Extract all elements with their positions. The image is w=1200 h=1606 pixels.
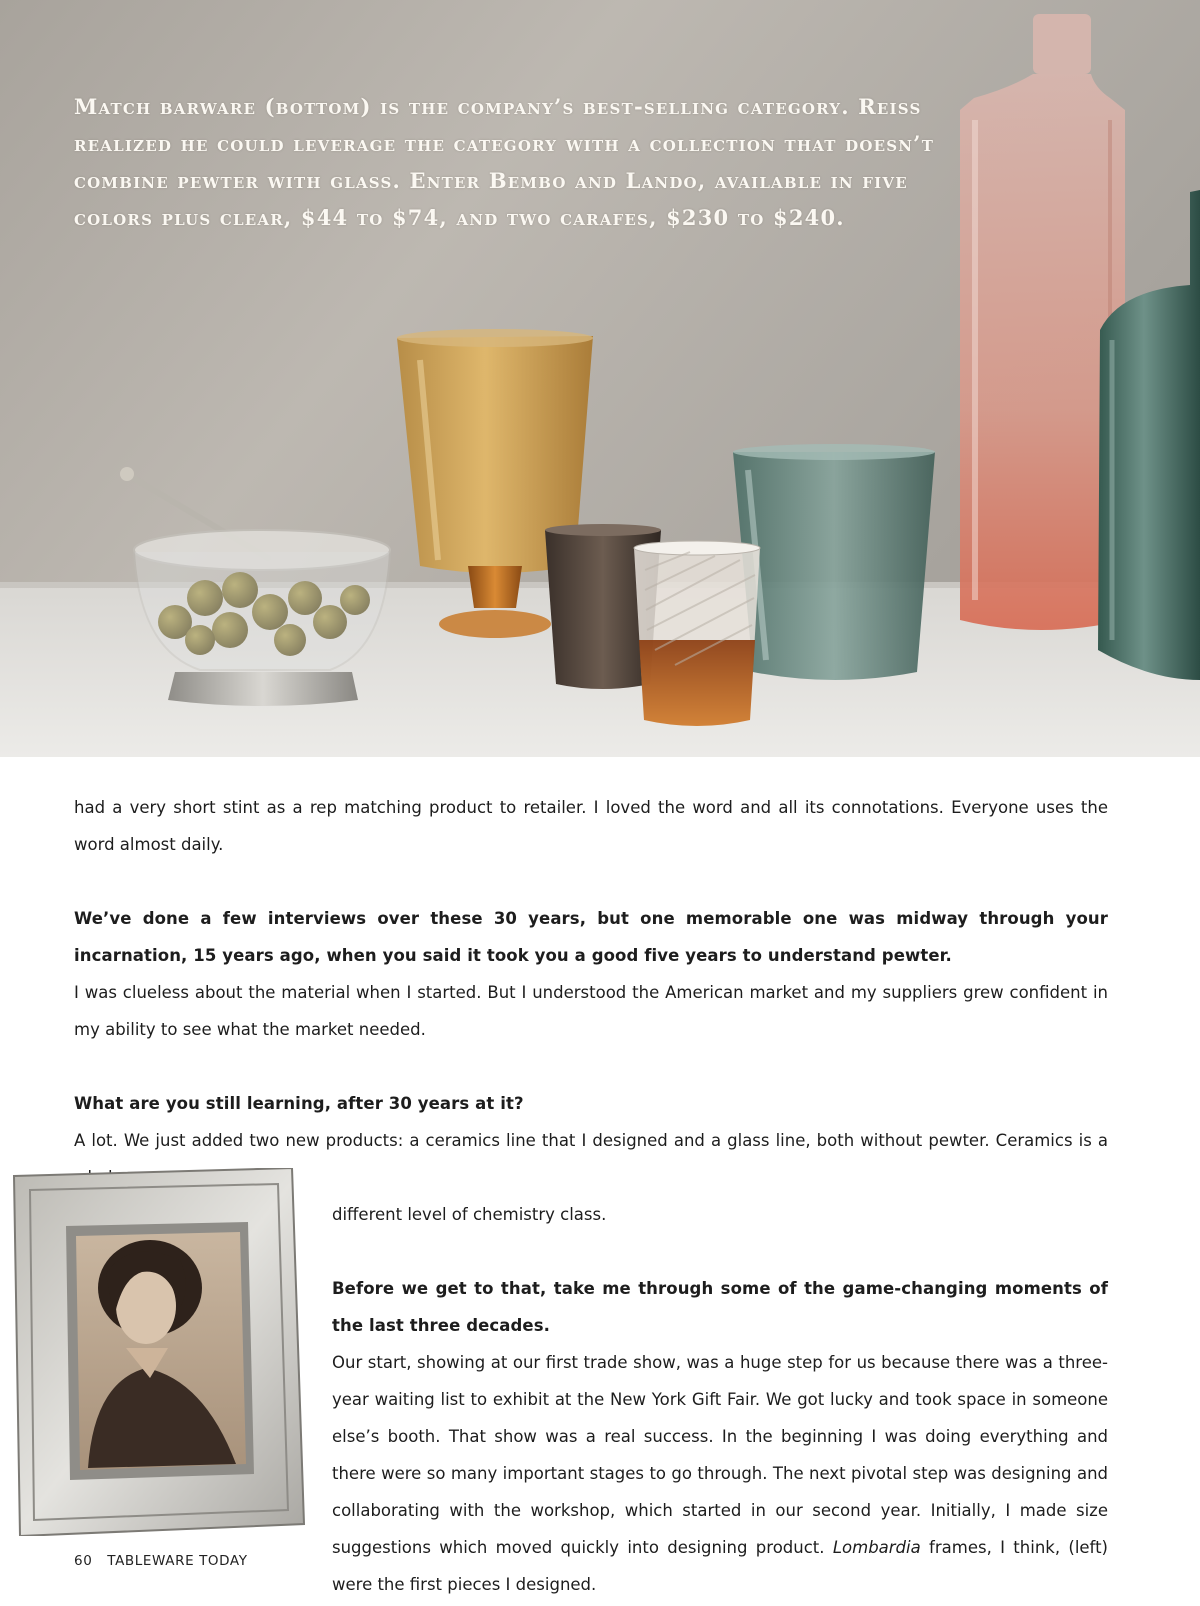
whisky-tumbler	[634, 541, 760, 726]
answer-learning-continued: different level of chemistry class.	[332, 1205, 607, 1224]
picture-frame-image	[10, 1168, 306, 1536]
answer-milestones-end: frames, I think, (left) were the first pieces I designed.	[332, 1538, 1108, 1594]
paragraph-intro: had a very short stint as a rep matching product to retailer. I loved the word and all its connotations. Everyone uses the word almost daily.	[74, 798, 1108, 854]
answer-milestones	[332, 1344, 1108, 1603]
page-number: 60	[74, 1553, 93, 1569]
lombardia-frame-photo	[10, 1168, 306, 1536]
answer-learning: A lot. We just added two new products: a ceramics line that I designed and a glass line, both without pewter. Ceramics is a	[74, 1131, 1108, 1150]
question-pewter: We’ve done a few interviews over these 30 years, but one memorable one was midway through your incarnation, 15 years ago, when you said it took you a good five years to understand pewter.	[74, 909, 1108, 965]
answer-milestones-text: Our start, showing at our first trade show, was a huge step for us because there was a three-year waiting list to exhibit at the New York Gift Fair. We got lucky and took space in someone else’s booth. That show was a real success. In the beginning I was doing everything and there were so many important stages to go through. The next pivotal step was designing and collaborating with the workshop, which started in our second year. Initially, I made size suggestions which moved quickly into designing product.	[332, 1353, 1108, 1557]
hero-photo	[0, 0, 1200, 757]
publication-name: TABLEWARE TODAY	[107, 1553, 248, 1569]
page-footer	[74, 1553, 248, 1569]
question-learning: What are you still learning, after 30 years at it?	[74, 1094, 524, 1113]
lombardia-italic: Lombardia	[832, 1538, 921, 1557]
answer-pewter: I was clueless about the material when I started. But I understood the American market and my suppliers grew confident in my ability to see what the market needed.	[74, 983, 1108, 1039]
teal-tumbler	[733, 444, 935, 680]
question-milestones: Before we get to that, take me through some of the game-changing moments of the last three decades.	[332, 1279, 1108, 1335]
photo-caption: Match barware (bottom) is the company’s best-selling category. Reiss realized he could leverage the category with a collection that doesn’t combine pewter with glass. Enter Bembo and Lando, available in five colors plus clear, $44 to $74, and two carafes, $230 to $240.	[74, 94, 935, 230]
